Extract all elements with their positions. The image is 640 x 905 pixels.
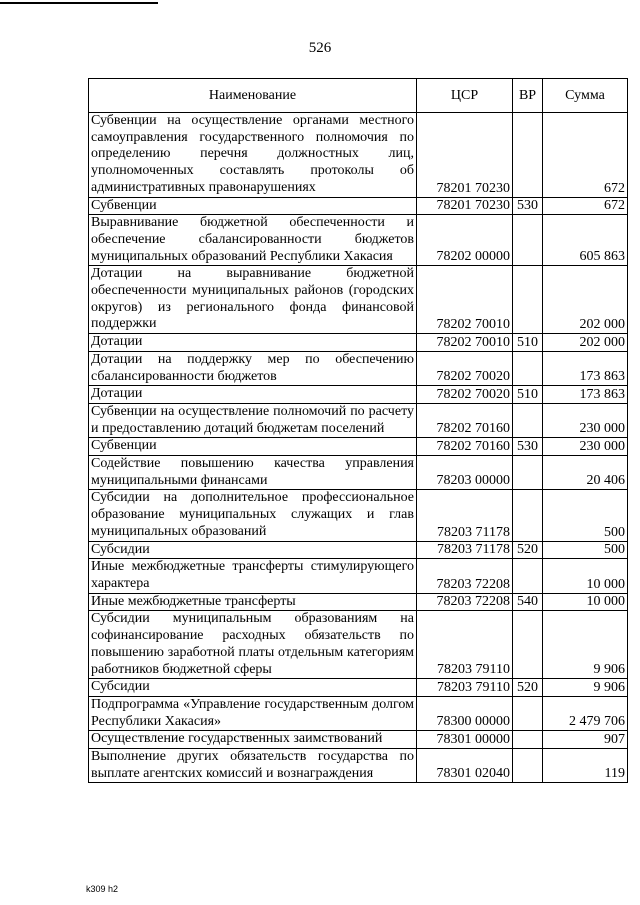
cell-csr: 78202 00000 bbox=[417, 215, 513, 266]
cell-sum: 10 000 bbox=[543, 593, 628, 611]
cell-vr: 510 bbox=[513, 334, 543, 352]
table-row bbox=[89, 113, 628, 198]
cell-name: Субсидии bbox=[89, 541, 417, 559]
cell-vr bbox=[513, 351, 543, 385]
cell-name: Субвенции на осуществление органами местного самоуправления государственного полномочия по определению перечня должностных лиц, уполномоченных составлять протоколы об административных правонарушениях bbox=[89, 113, 417, 198]
cell-vr: 530 bbox=[513, 197, 543, 215]
cell-sum: 119 bbox=[543, 749, 628, 783]
cell-sum: 672 bbox=[543, 113, 628, 198]
cell-csr: 78300 00000 bbox=[417, 696, 513, 730]
table-row bbox=[89, 679, 628, 697]
cell-csr: 78203 79110 bbox=[417, 611, 513, 679]
table-row bbox=[89, 749, 628, 783]
cell-sum: 9 906 bbox=[543, 611, 628, 679]
table-row bbox=[89, 593, 628, 611]
cell-name: Дотации на выравнивание бюджетной обеспеченности муниципальных районов (городских округов) из регионального фонда финансовой поддержки bbox=[89, 266, 417, 334]
cell-vr bbox=[513, 456, 543, 490]
cell-csr: 78203 79110 bbox=[417, 679, 513, 697]
table-row bbox=[89, 731, 628, 749]
cell-name: Субвенции bbox=[89, 438, 417, 456]
cell-name: Выполнение других обязательств государства по выплате агентских комиссий и вознаграждения bbox=[89, 749, 417, 783]
cell-name: Иные межбюджетные трансферты стимулирующего характера bbox=[89, 559, 417, 593]
cell-name: Иные межбюджетные трансферты bbox=[89, 593, 417, 611]
cell-name: Содействие повышению качества управления муниципальными финансами bbox=[89, 456, 417, 490]
table-row bbox=[89, 334, 628, 352]
page-number: 526 bbox=[308, 40, 332, 56]
cell-name: Субсидии на дополнительное профессиональное образование муниципальных служащих и глав муниципальных образований bbox=[89, 490, 417, 541]
cell-csr: 78203 71178 bbox=[417, 541, 513, 559]
cell-sum: 202 000 bbox=[543, 266, 628, 334]
cell-sum: 20 406 bbox=[543, 456, 628, 490]
cell-sum: 173 863 bbox=[543, 351, 628, 385]
cell-name: Субвенции bbox=[89, 197, 417, 215]
table-row bbox=[89, 215, 628, 266]
cell-vr bbox=[513, 696, 543, 730]
budget-table bbox=[88, 78, 628, 783]
cell-sum: 9 906 bbox=[543, 679, 628, 697]
table-row bbox=[89, 386, 628, 404]
cell-vr bbox=[513, 490, 543, 541]
cell-csr: 78202 70160 bbox=[417, 403, 513, 437]
cell-vr bbox=[513, 749, 543, 783]
cell-vr: 540 bbox=[513, 593, 543, 611]
cell-csr: 78202 70160 bbox=[417, 438, 513, 456]
cell-name: Выравнивание бюджетной обеспеченности и обеспечение сбалансированности бюджетов муниципальных образований Республики Хакасия bbox=[89, 215, 417, 266]
top-rule bbox=[0, 2, 158, 4]
cell-sum: 672 bbox=[543, 197, 628, 215]
cell-sum: 202 000 bbox=[543, 334, 628, 352]
table-row bbox=[89, 456, 628, 490]
cell-vr bbox=[513, 559, 543, 593]
table-row bbox=[89, 490, 628, 541]
cell-vr: 510 bbox=[513, 386, 543, 404]
cell-vr: 520 bbox=[513, 679, 543, 697]
cell-sum: 500 bbox=[543, 490, 628, 541]
table-row bbox=[89, 197, 628, 215]
cell-sum: 10 000 bbox=[543, 559, 628, 593]
cell-csr: 78203 71178 bbox=[417, 490, 513, 541]
table-row bbox=[89, 541, 628, 559]
header-csr: ЦСР bbox=[417, 79, 513, 113]
cell-vr bbox=[513, 731, 543, 749]
header-name: Наименование bbox=[89, 79, 417, 113]
header-sum: Сумма bbox=[543, 79, 628, 113]
cell-sum: 2 479 706 bbox=[543, 696, 628, 730]
cell-name: Осуществление государственных заимствований bbox=[89, 731, 417, 749]
cell-vr bbox=[513, 266, 543, 334]
cell-vr: 530 bbox=[513, 438, 543, 456]
cell-vr bbox=[513, 611, 543, 679]
cell-csr: 78202 70020 bbox=[417, 351, 513, 385]
header-vr: ВР bbox=[513, 79, 543, 113]
cell-name: Подпрограмма «Управление государственным долгом Республики Хакасия» bbox=[89, 696, 417, 730]
table-row bbox=[89, 696, 628, 730]
cell-name: Субвенции на осуществление полномочий по расчету и предоставлению дотаций бюджетам поселений bbox=[89, 403, 417, 437]
cell-name: Дотации на поддержку мер по обеспечению сбалансированности бюджетов bbox=[89, 351, 417, 385]
cell-name: Субсидии муниципальным образованиям на софинансирование расходных обязательств по повышению заработной платы отдельным категориям работников бюджетной сферы bbox=[89, 611, 417, 679]
cell-sum: 230 000 bbox=[543, 403, 628, 437]
table-row bbox=[89, 266, 628, 334]
cell-vr: 520 bbox=[513, 541, 543, 559]
cell-csr: 78203 72208 bbox=[417, 593, 513, 611]
cell-csr: 78203 72208 bbox=[417, 559, 513, 593]
cell-sum: 605 863 bbox=[543, 215, 628, 266]
table-row bbox=[89, 559, 628, 593]
cell-vr bbox=[513, 113, 543, 198]
cell-csr: 78201 70230 bbox=[417, 197, 513, 215]
cell-name: Дотации bbox=[89, 386, 417, 404]
cell-vr bbox=[513, 215, 543, 266]
table-row bbox=[89, 438, 628, 456]
cell-sum: 500 bbox=[543, 541, 628, 559]
table-row bbox=[89, 611, 628, 679]
cell-name: Дотации bbox=[89, 334, 417, 352]
cell-sum: 173 863 bbox=[543, 386, 628, 404]
cell-vr bbox=[513, 403, 543, 437]
cell-name: Субсидии bbox=[89, 679, 417, 697]
cell-csr: 78202 70010 bbox=[417, 334, 513, 352]
cell-csr: 78202 70020 bbox=[417, 386, 513, 404]
cell-csr: 78201 70230 bbox=[417, 113, 513, 198]
table-header-row bbox=[89, 79, 628, 113]
cell-csr: 78203 00000 bbox=[417, 456, 513, 490]
cell-csr: 78301 00000 bbox=[417, 731, 513, 749]
table-row bbox=[89, 351, 628, 385]
cell-sum: 907 bbox=[543, 731, 628, 749]
footer-code: k309 h2 bbox=[86, 884, 119, 894]
cell-csr: 78202 70010 bbox=[417, 266, 513, 334]
cell-sum: 230 000 bbox=[543, 438, 628, 456]
table-row bbox=[89, 403, 628, 437]
cell-csr: 78301 02040 bbox=[417, 749, 513, 783]
